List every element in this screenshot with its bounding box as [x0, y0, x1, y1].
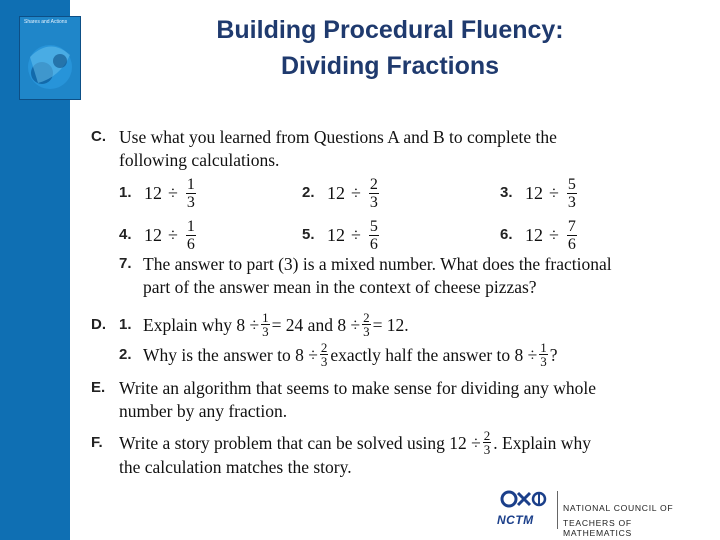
question-d2-op: ÷ [308, 344, 318, 365]
book-cover-image [19, 16, 81, 100]
calc-numerator: 7 [567, 218, 576, 235]
nctm-abbreviation: NCTM [497, 513, 534, 527]
calc-fraction [567, 218, 577, 253]
question-d1-den2: 3 [363, 324, 370, 339]
question-d1-fraction2 [362, 311, 371, 338]
question-c-text-line2: following calculations. [119, 150, 280, 170]
question-d1-op2: ÷ [350, 314, 361, 335]
calc-denominator: 6 [567, 236, 576, 253]
calc-expression [144, 218, 198, 253]
calc-numerator: 2 [369, 176, 378, 193]
question-d2-num2: 1 [540, 340, 547, 355]
question-d1-post: = 12. [372, 314, 409, 335]
calc-label: 6. [500, 226, 513, 243]
question-d2-mid: exactly half the answer to 8 [330, 344, 524, 365]
divide-symbol: ÷ [351, 183, 361, 203]
question-f-num: 2 [483, 428, 491, 443]
slide-title-line1: Building Procedural Fluency: [216, 16, 564, 44]
question-d2-label: 2. [119, 346, 132, 363]
calc-whole: 12 [327, 225, 345, 245]
question-f-label: F. [91, 434, 103, 451]
logo-line2: TEACHERS OF MATHEMATICS [563, 518, 632, 538]
divide-symbol: ÷ [351, 225, 361, 245]
question-e-label: E. [91, 379, 106, 396]
calc-label: 4. [119, 226, 132, 243]
question-d2-num1: 2 [320, 340, 328, 355]
slide-title [120, 12, 660, 84]
question-d2-post: ? [549, 344, 558, 365]
calc-fraction [186, 176, 196, 211]
question-d1-label: 1. [119, 316, 132, 333]
calc-numerator: 1 [186, 176, 195, 193]
question-c7-line1: The answer to part (3) is a mixed number. What does the fractional [143, 254, 612, 274]
calc-denominator: 3 [369, 194, 378, 211]
calc-fraction [369, 176, 379, 211]
question-c-label: C. [91, 128, 106, 145]
calc-whole: 12 [525, 225, 543, 245]
question-d2-text [143, 341, 558, 368]
calc-label: 3. [500, 184, 513, 201]
calc-whole: 12 [327, 183, 345, 203]
calc-fraction [567, 176, 577, 211]
question-e-line1: Write an algorithm that seems to make sense for dividing any whole [119, 378, 597, 398]
calc-denominator: 3 [186, 194, 195, 211]
calc-fraction [369, 218, 379, 253]
calc-expression [327, 176, 381, 211]
calc-label: 5. [302, 226, 315, 243]
calc-expression [525, 176, 579, 211]
question-f-fraction [483, 429, 492, 456]
book-cover-title: Shares and Actions [24, 19, 68, 25]
question-d1-mid: = 24 and 8 [271, 314, 347, 335]
question-d1-num2: 2 [363, 310, 370, 325]
question-f-pre: Write a story problem that can be solved using 12 [119, 432, 467, 453]
calc-expression [327, 218, 381, 253]
question-d1-op: ÷ [249, 314, 260, 335]
question-f-line1 [119, 429, 591, 456]
question-d2-fraction1 [320, 341, 329, 368]
divide-symbol: ÷ [168, 183, 178, 203]
calc-numerator: 5 [369, 218, 378, 235]
question-f-post: . Explain why [493, 432, 591, 453]
question-d2-pre: Why is the answer to 8 [143, 344, 304, 365]
question-f-den: 3 [483, 442, 491, 457]
calc-whole: 12 [144, 183, 162, 203]
logo-line1: NATIONAL COUNCIL OF [563, 503, 674, 513]
calc-expression [144, 176, 198, 211]
calc-fraction [186, 218, 196, 253]
question-d2-op2: ÷ [527, 344, 538, 365]
question-d1-pre: Explain why 8 [143, 314, 246, 335]
nctm-logo [497, 487, 703, 538]
divide-symbol: ÷ [549, 225, 559, 245]
logo-divider [557, 491, 558, 529]
calc-whole: 12 [144, 225, 162, 245]
question-d-label: D. [91, 316, 106, 333]
question-f-line2: the calculation matches the story. [119, 457, 352, 477]
calc-denominator: 6 [369, 236, 378, 253]
question-d2-fraction2 [539, 341, 548, 368]
book-cover-art [20, 17, 81, 100]
question-f-op: ÷ [471, 432, 481, 453]
question-d2-den2: 3 [540, 354, 547, 369]
slide-title-line2: Dividing Fractions [280, 52, 500, 80]
question-d1-num1: 1 [262, 310, 269, 325]
calc-numerator: 5 [567, 176, 576, 193]
question-d1-text [143, 311, 409, 338]
question-d1-den1: 3 [262, 324, 269, 339]
divide-symbol: ÷ [168, 225, 178, 245]
calc-denominator: 6 [186, 236, 195, 253]
question-c7-label: 7. [119, 255, 132, 272]
calc-label: 2. [302, 184, 315, 201]
question-d1-fraction1 [261, 311, 270, 338]
calc-denominator: 3 [567, 194, 576, 211]
calc-expression [525, 218, 579, 253]
calc-whole: 12 [525, 183, 543, 203]
question-e-line2: number by any fraction. [119, 401, 288, 421]
question-d2-den1: 3 [320, 354, 328, 369]
question-c7-line2: part of the answer mean in the context of cheese pizzas? [143, 277, 537, 297]
question-c-text-line1: Use what you learned from Questions A and B to complete the [119, 127, 557, 147]
calc-label: 1. [119, 184, 132, 201]
calc-numerator: 1 [186, 218, 195, 235]
divide-symbol: ÷ [549, 183, 559, 203]
